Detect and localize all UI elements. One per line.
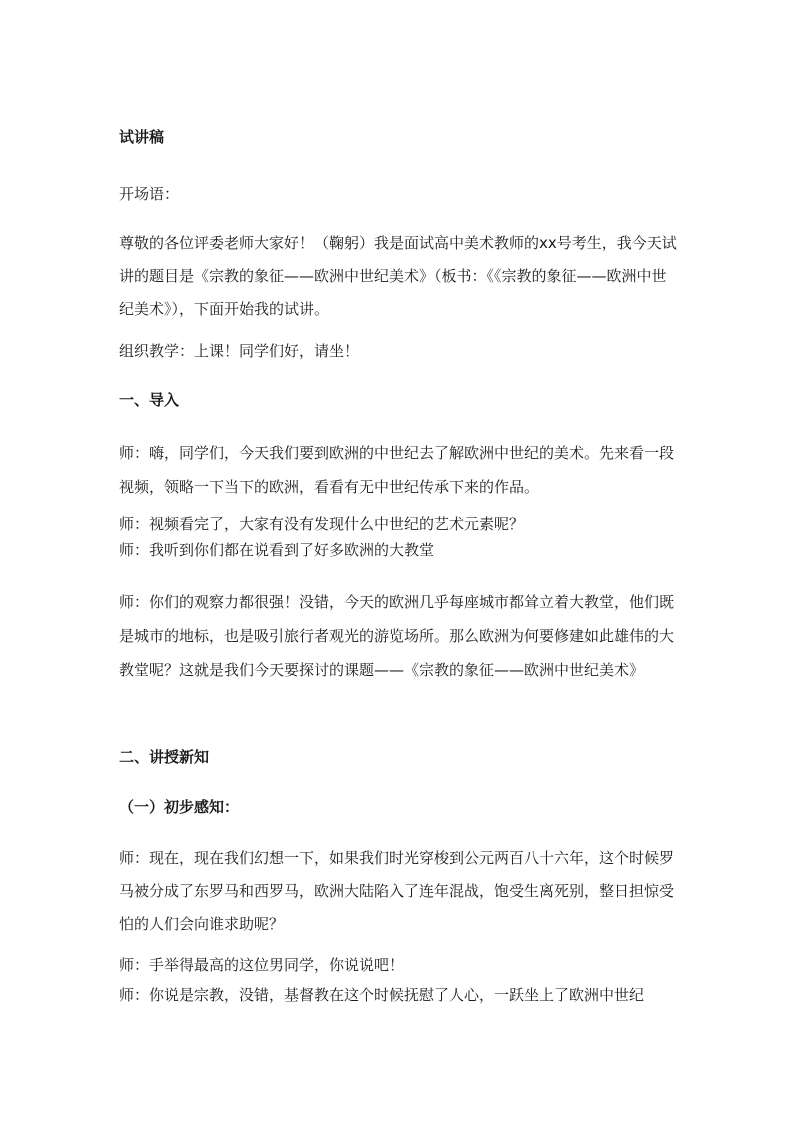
intro-paragraph-4: 师：你们的观察力都很强！没错，今天的欧洲几乎每座城市都耸立着大教堂，他们既是城市的地标，也是吸引旅行者观光的游览场所。那么欧洲为何要修建如此雄伟的大教堂呢？这就是我们今天要探讨的课题——《宗教的象征——欧洲中世纪美术》 <box>119 593 675 679</box>
document-title: 试讲稿 <box>119 128 165 146</box>
section-heading-intro: 一、导入 <box>119 391 180 409</box>
organize-teaching: 组织教学：上课！同学们好，请坐！ <box>119 342 360 360</box>
opening-paragraph: 尊敬的各位评委老师大家好！（鞠躬）我是面试高中美术教师的xx号考生，我今天试讲的题目是《宗教的象征——欧洲中世纪美术》（板书：《《宗教的象征——欧洲中世纪美术》），下面开始我的试讲。 <box>119 234 677 318</box>
perception-paragraph-1: 师：现在，现在我们幻想一下，如果我们时光穿梭到公元两百八十六年，这个时候罗马被分成了东罗马和西罗马，欧洲大陆陷入了连年混战，饱受生离死别，整日担惊受怕的人们会向谁求助呢？ <box>119 849 675 933</box>
perception-paragraph-3: 师：你说是宗教，没错，基督教在这个时候抚慰了人心，一跃坐上了欧洲中世纪 <box>119 986 645 1004</box>
subsection-heading-perception: （一）初步感知： <box>119 798 240 816</box>
intro-paragraph-2: 师：视频看完了，大家有没有发现什么中世纪的艺术元素呢？ <box>119 515 525 533</box>
section-heading-new-knowledge: 二、讲授新知 <box>119 748 210 766</box>
perception-paragraph-2: 师：手举得最高的这位男同学，你说说吧！ <box>119 956 405 974</box>
intro-paragraph-3: 师：我听到你们都在说看到了好多欧洲的大教堂 <box>119 541 435 559</box>
opening-label: 开场语： <box>119 185 180 203</box>
intro-paragraph-1: 师：嗨，同学们，今天我们要到欧洲的中世纪去了解欧洲中世纪的美术。先来看一段视频，领略一下当下的欧洲，看看有无中世纪传承下来的作品。 <box>119 444 675 496</box>
